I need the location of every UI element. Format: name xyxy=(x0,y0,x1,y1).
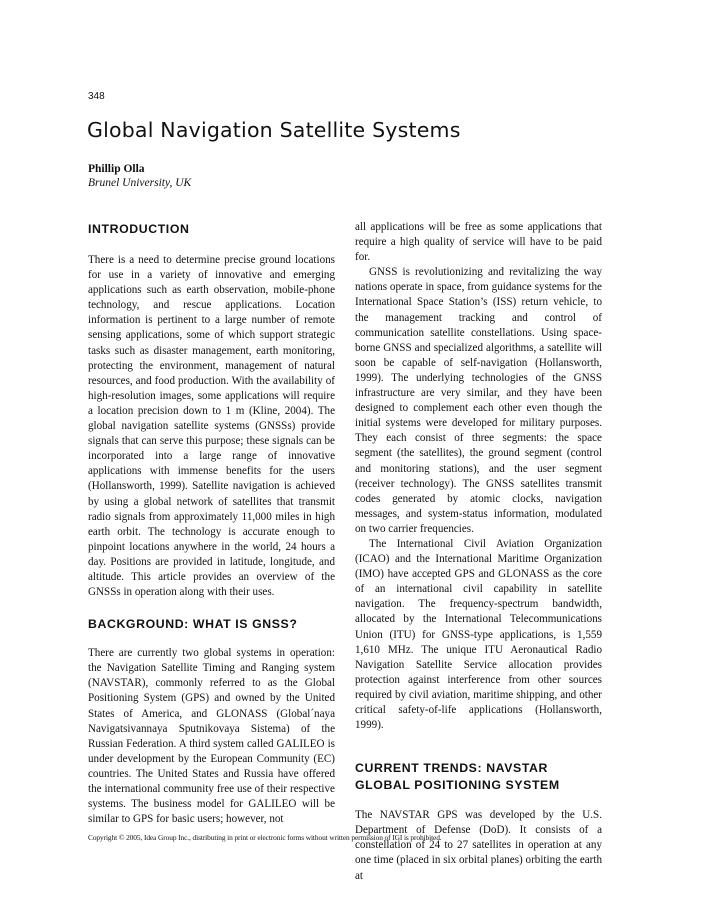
copyright-footer: Copyright © 2005, Idea Group Inc., distributing in print or electronic forms without written permission of IGI is prohibited. xyxy=(88,833,442,842)
right-column xyxy=(355,220,602,884)
article-title: Global Navigation Satellite Systems xyxy=(87,118,461,142)
current-trends-paragraph: The NAVSTAR GPS was developed by the U.S. Department of Defense (DoD). It consists of a constellation of 24 to 27 satellites in operation at any one time (placed in six orbital planes) orbiting the earth at xyxy=(355,809,602,882)
current-trends-heading-line2: GLOBAL POSITIONING SYSTEM xyxy=(355,778,560,793)
icao-paragraph: The International Civil Aviation Organization (ICAO) and the International Maritime Organization (IMO) have accepted GPS and GLONASS as the core of an international civil capability in satellite navigation. The frequency-spectrum bandwidth, allocated by the International Telecommunications Union (ITU) for GNSS-type applications, is 1,559 1,610 MHz. The unique ITU Aeronautical Radio Navigation Satellite Service allocation provides protection against interference from other sources required by civil aviation, maritime shipping, and other critical safety-of-life applications (Hollansworth, 1999). xyxy=(355,537,602,732)
introduction-heading: INTRODUCTION xyxy=(88,222,190,236)
page-number: 348 xyxy=(88,91,105,102)
continued-paragraph: all applications will be free as some applications that require a high quality of service will have to be paid for. xyxy=(355,221,602,264)
author-name: Phillip Olla xyxy=(88,163,145,175)
current-trends-heading-line1: CURRENT TRENDS: NAVSTAR xyxy=(355,761,549,776)
background-heading: BACKGROUND: WHAT IS GNSS? xyxy=(88,617,298,632)
background-paragraph: There are currently two global systems in operation: the Navigation Satellite Timing and Ranging system (NAVSTAR), commonly referred to as the Global Positioning System (GPS) and owned by the United States of America, and GLONASS (Global´naya Navigatsivannaya Sputnikovaya Sistema) of the Russian Federation. A third system called GALILEO is under development by the European Community (EC) countries. The United States and Russia have offered the international community free use of their respective systems. The business model for GALILEO will be similar to GPS for basic users; however, not xyxy=(88,647,335,826)
current-trends-heading xyxy=(355,760,602,794)
gnss-paragraph: GNSS is revolutionizing and revitalizing the way nations operate in space, from guidance systems for the International Space Station’s (ISS) return vehicle, to the management tracking and control of communication satellite constellations. Using space-borne GNSS and specialized algorithms, a satellite will soon be capable of self-navigation (Hollansworth, 1999). The underlying technologies of the GNSS infrastructure are very similar, and they have been designed to complement each other even though the initial systems were developed for military purposes. They each consist of three segments: the space segment (the satellites), the ground segment (control and monitoring stations), and the user segment (receiver technology). The GNSS satellites transmit codes generated by atomic clocks, navigation messages, and system-status information, modulated on two carrier frequencies. xyxy=(355,266,602,535)
introduction-paragraph: There is a need to determine precise ground locations for use in a variety of innovative and emerging applications such as earth observation, mobile-phone technology, and rescue applications. Location information is pertinent to a large number of remote sensing applications, some of which support strategic tasks such as disaster management, earth monitoring, protecting the environment, management of natural resources, and food production. With the availability of high-resolution images, some applications will require a location precision down to 1 m (Kline, 2004). The global navigation satellite systems (GNSSs) provide signals that can serve this purpose; these signals can be incorporated into a large range of innovative applications with immense benefits for the users (Hollansworth, 1999). Satellite navigation is achieved by using a global network of satellites that transmit radio signals from approximately 11,000 miles in high earth orbit. The technology is accurate enough to pinpoint locations anywhere in the world, 24 hours a day. Positions are provided in latitude, longitude, and altitude. This article provides an overview of the GNSSs in operation along with their uses. xyxy=(88,254,335,599)
left-column xyxy=(88,220,335,827)
author-affiliation: Brunel University, UK xyxy=(88,177,192,189)
